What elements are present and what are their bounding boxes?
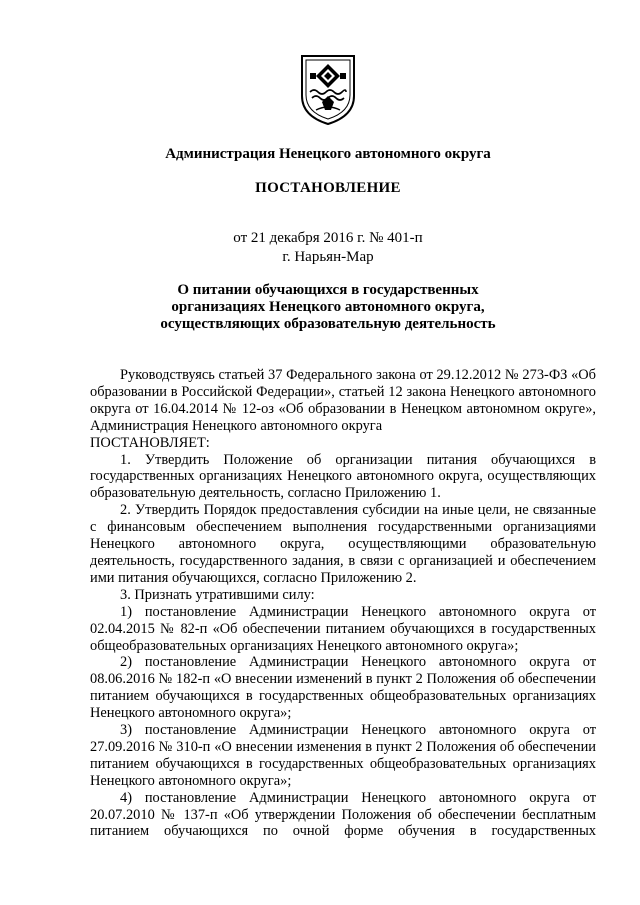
organization-name: Администрация Ненецкого автономного округа [165,146,491,162]
paragraph-item-2: 2. Утвердить Порядок предоставления субсидии на иные цели, не связанные с финансовым обеспечением выполнения государственными организациями Ненецкого автономного округа, осуществляющими образовательную деятельность, государственного задания, в связи с организацией и обеспечением ими питания обучающихся, согласно Приложению 2. [90,502,596,586]
subitem-3-2: 2) постановление Администрации Ненецкого автономного округа от 08.06.2016 № 182-п «О внесении изменений в пункт 2 Положения об обеспечении питанием обучающихся в государственных общеобразовательных организациях Ненецкого автономного округа»; [90,654,596,722]
subitem-3-4: 4) постановление Администрации Ненецкого автономного округа от 20.07.2010 № 137-п «Об утверждении Положения об обеспечении бесплатным питанием обучающихся по очной форме обучения в государственных [90,789,596,840]
document-body [90,367,596,840]
document-type: ПОСТАНОВЛЕНИЕ [255,180,401,196]
paragraph-item-3: 3. Признать утратившими силу: [120,586,315,603]
document-place: г. Нарьян-Мар [282,249,374,265]
subitem-3-1: 1) постановление Администрации Ненецкого автономного округа от 02.04.2015 № 82-п «Об обеспечении питанием обучающихся в государственных общеобразовательных организациях Ненецкого автономного округа»; [90,603,596,654]
preamble-paragraph: Руководствуясь статьей 37 Федерального закона от 29.12.2012 № 273-ФЗ «Об образовании в Российской Федерации», статьей 12 закона Ненецкого автономного округа от 16.04.2014 № 12-оз «Об образовании в Ненецком автономном округе», Администрация Ненецкого автономного округа [90,367,596,434]
subitem-3-3: 3) постановление Администрации Ненецкого автономного округа от 27.09.2016 № 310-п «О внесении изменения в пункт 2 Положения об обеспечении питанием обучающихся в государственных общеобразовательных организациях Ненецкого автономного округа»; [90,722,596,789]
subject-line: организациях Ненецкого автономного округа, [171,299,485,315]
subject-line: осуществляющих образовательную деятельность [160,316,496,332]
document-date-number: от 21 декабря 2016 г. № 401-п [233,230,423,246]
document-subject [60,282,596,333]
subject-line: О питании обучающихся в государственных [177,282,479,298]
resolves-word: ПОСТАНОВЛЯЕТ: [90,434,210,451]
coat-of-arms-emblem [298,52,358,128]
paragraph-item-1: 1. Утвердить Положение об организации питания обучающихся в государственных организациях Ненецкого автономного округа, осуществляющих образовательную деятельность, согласно Приложению 1. [90,451,596,502]
